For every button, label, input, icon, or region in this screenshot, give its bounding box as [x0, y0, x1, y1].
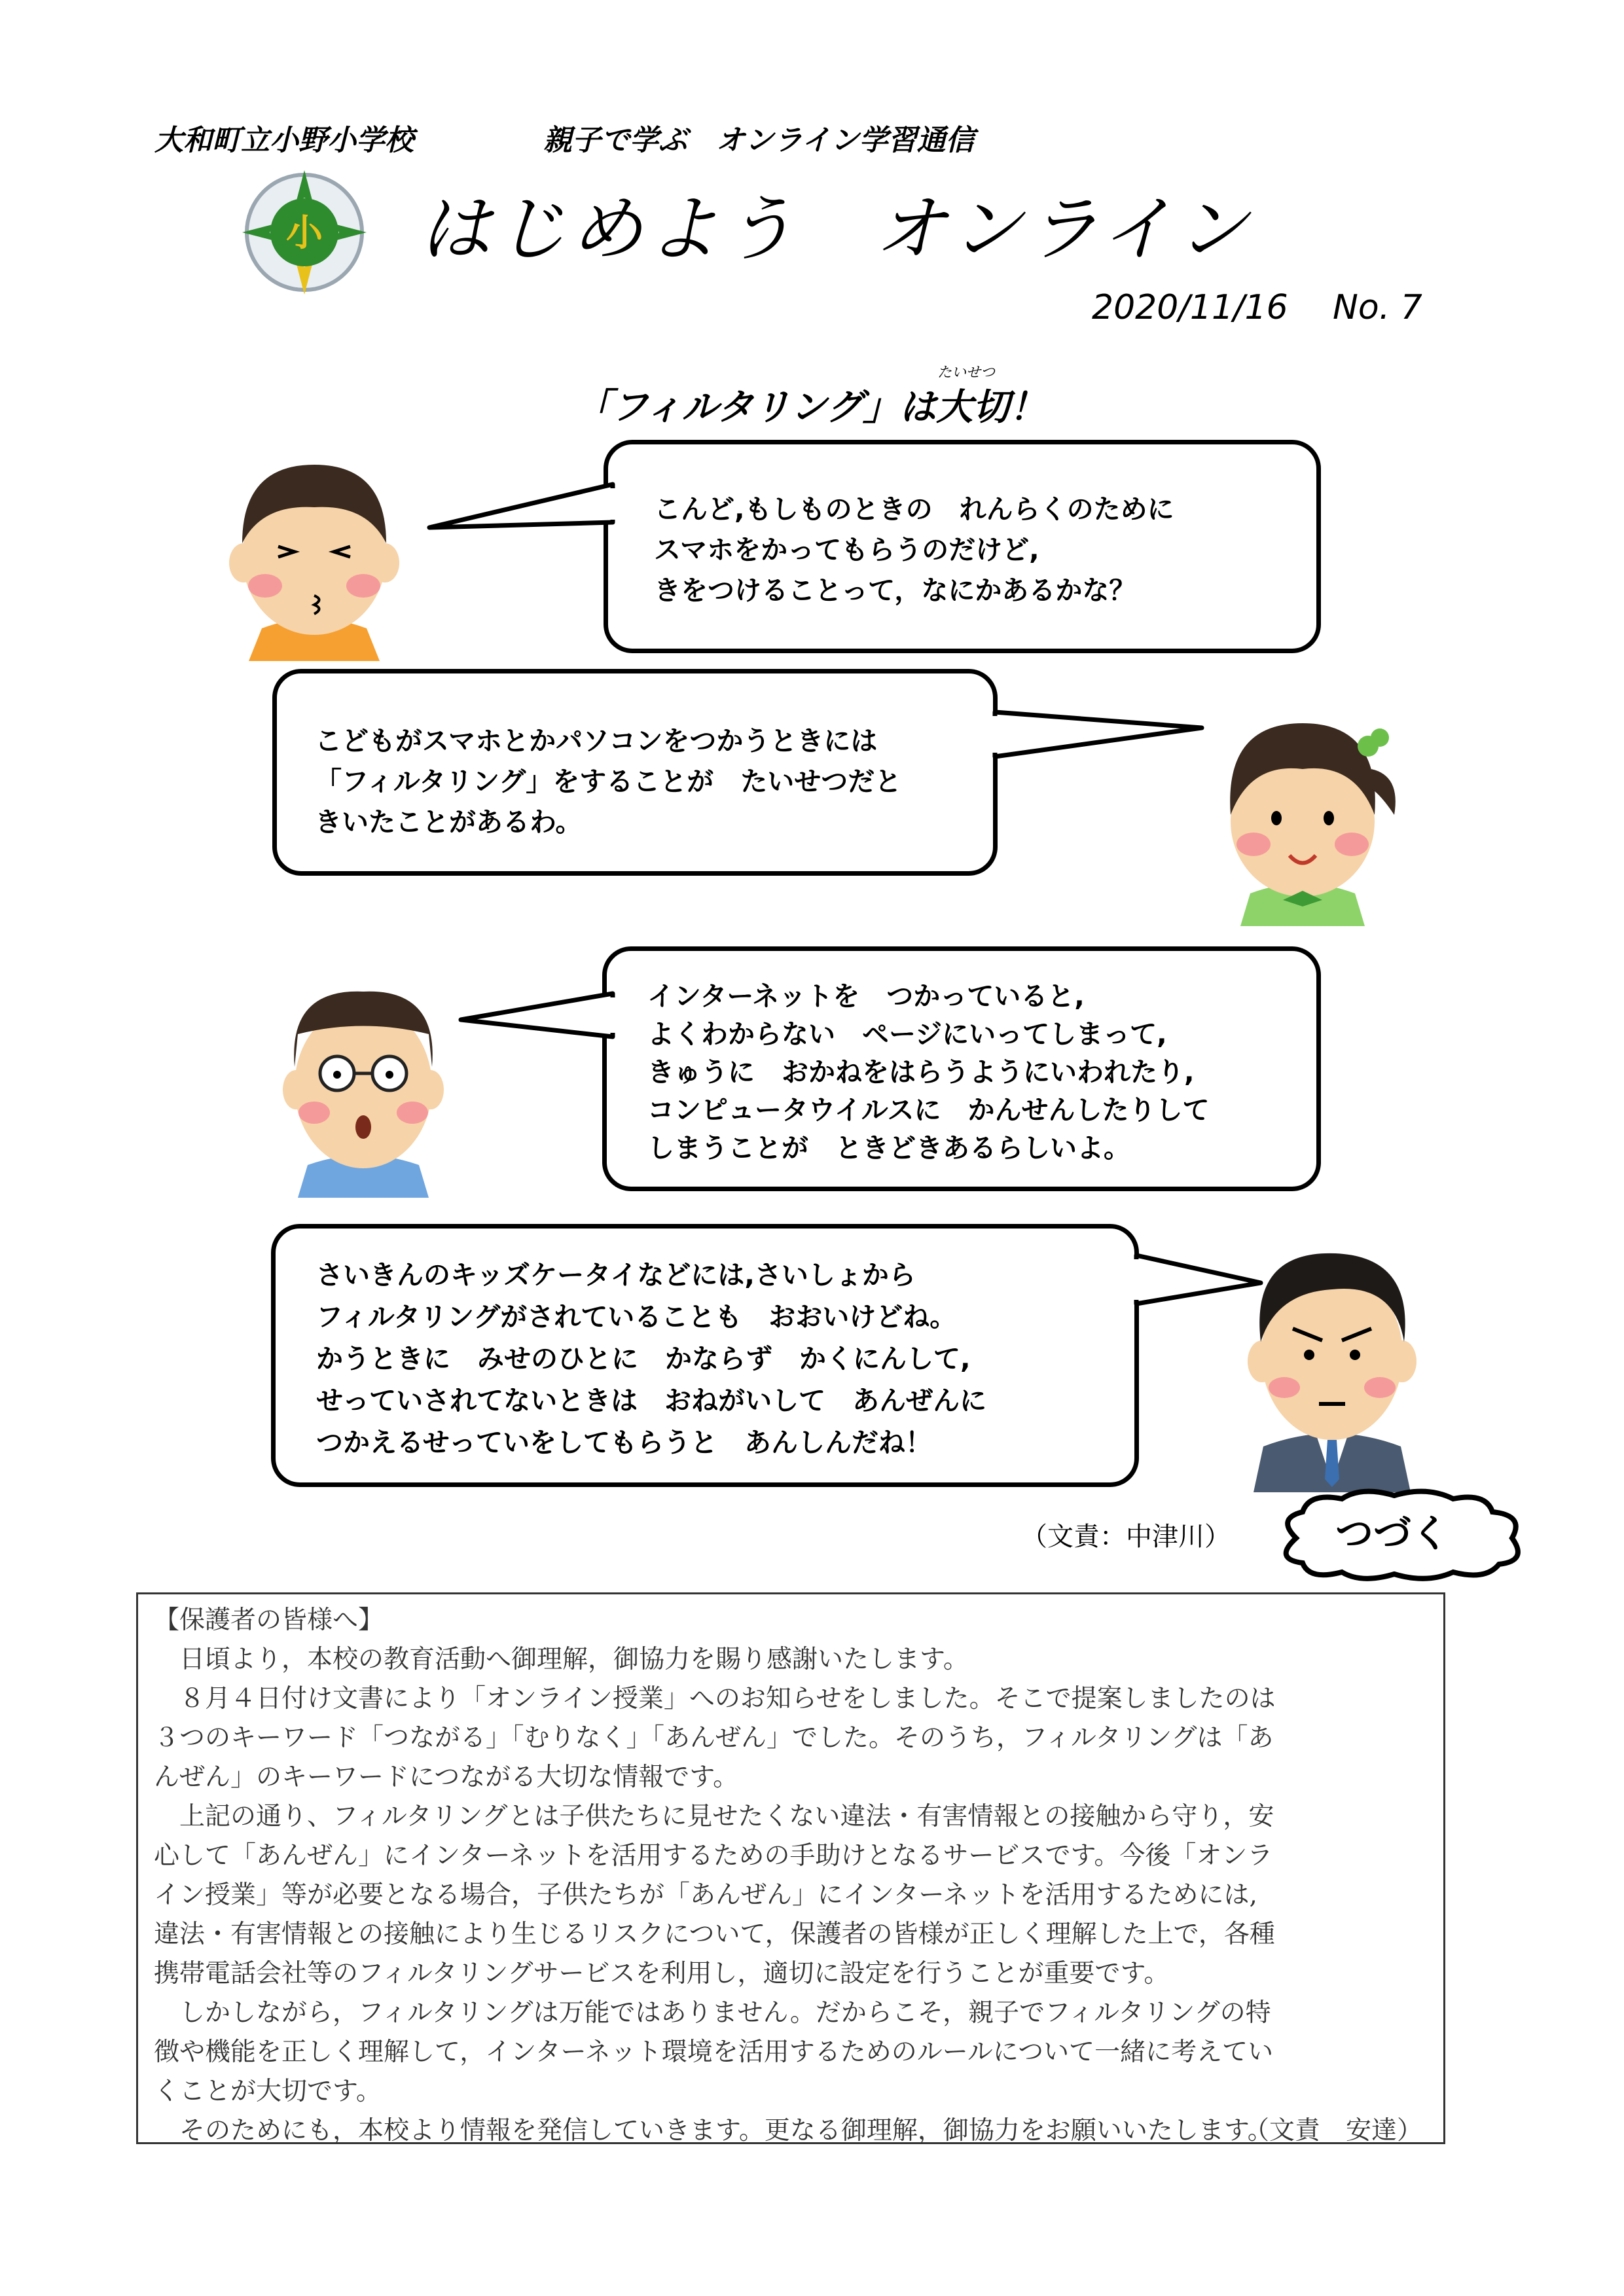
bubble-3-tail: [452, 982, 615, 1054]
series-name: 親子で学ぶ オンライン学習通信: [543, 124, 975, 157]
boy-glasses-avatar: [268, 956, 458, 1198]
notice-line: そのためにも，本校より情報を発信していきます。更なる御理解，御協力をお願いいたします。: [154, 2116, 1273, 2145]
notice-line: 上記の通り、フィルタリングとは子供たちに見せたくない違法・有害情報との接触から守り，安: [154, 1802, 1274, 1831]
school-emblem-icon: [236, 164, 373, 301]
bubble-4-line-3: かうときに みせのひとに かならず かくにんして,: [316, 1343, 971, 1374]
article-credit: （文責：中津川）: [1021, 1522, 1231, 1552]
bubble-3-line-5: しまうことが ときどきあるらしいよ。: [647, 1132, 1130, 1164]
bubble-4-line-1: さいきんのキッズケータイなどには,さいしょから: [316, 1259, 916, 1291]
speech-bubble-1: [604, 440, 1321, 653]
notice-line: 心して「あんぜん」にインターネットを活用するための手助けとなるサービスです。今後「オンラ: [154, 1841, 1273, 1871]
parents-notice-box: [136, 1592, 1445, 2144]
notice-line: イン授業」等が必要となる場合，子供たちが「あんぜん」にインターネットを活用するためには,: [154, 1880, 1257, 1910]
bubble-3-line-1: インターネットを つかっていると,: [647, 980, 1085, 1012]
bubble-1-line-2: スマホをかってもらうのだけど,: [654, 534, 1039, 565]
notice-line: ８月４日付け文書により「オンライン授業」へのお知らせをしました。そこで提案しましたのは: [154, 1684, 1276, 1713]
issue-date: 2020/11/16: [1092, 288, 1288, 327]
bubble-2-line-2: 「フィルタリング」をすることが たいせつだと: [315, 766, 902, 797]
notice-line: しかしながら，フィルタリングは万能ではありません。だからこそ，親子でフィルタリングの特: [154, 1998, 1271, 2028]
girl-green-shirt-avatar: [1204, 684, 1401, 926]
bubble-3-line-3: きゅうに おかねをはらうようにいわれたり,: [647, 1056, 1195, 1088]
notice-heading: 【保護者の皆様へ】: [154, 1605, 384, 1635]
notice-line: んぜん」のキーワードにつながる大切な情報です。: [154, 1763, 739, 1792]
bubble-4-line-2: フィルタリングがされていることも おおいけどね。: [316, 1301, 957, 1333]
notice-line: 違法・有害情報との接触により生じるリスクについて，保護者の皆様が正しく理解した上で，各種: [154, 1920, 1275, 1949]
topic-ruby: たいせつ: [937, 365, 996, 381]
newsletter-title: はじめよう オンライン: [419, 187, 1252, 271]
topic-heading: 「フィルタリング」は大切！: [575, 386, 1047, 429]
speech-bubble-4: [271, 1224, 1139, 1487]
bubble-3-line-4: コンピュータウイルスに かんせんしたりして: [647, 1094, 1210, 1126]
boy-orange-shirt-avatar: [216, 432, 412, 661]
notice-signature: （文責 安達）: [1244, 2116, 1423, 2145]
continued-label: つづく: [1335, 1511, 1450, 1556]
bubble-2-tail: [988, 700, 1211, 779]
bubble-3-line-2: よくわからない ページにいってしまって,: [647, 1018, 1167, 1050]
bubble-4-line-5: つかえるせっていをしてもらうと あんしんだね！: [316, 1427, 932, 1458]
bubble-2-line-1: こどもがスマホとかパソコンをつかうときには: [315, 725, 878, 757]
bubble-1-line-3: きをつけることって，なにかあるかな？: [654, 575, 1136, 606]
speech-bubble-3: [602, 946, 1321, 1191]
bubble-1-tail: [419, 471, 615, 550]
notice-line: くことが大切です。: [154, 2077, 382, 2106]
bubble-2-line-3: きいたことがあるわ。: [315, 806, 583, 838]
notice-line: 携帯電話会社等のフィルタリングサービスを利用し，適切に設定を行うことが重要です。: [154, 1959, 1170, 1988]
bubble-1-line-1: こんど,もしものときの れんらくのために: [654, 493, 1174, 525]
notice-line: ３つのキーワード「つながる」「むりなく」「あんぜん」でした。そのうち，フィルタリングは「あ: [154, 1723, 1274, 1753]
man-suit-avatar: [1237, 1224, 1427, 1492]
notice-line: 徴や機能を正しく理解して，インターネット環境を活用するためのルールについて一緒に考えてい: [154, 2037, 1274, 2067]
school-name: 大和町立小野小学校: [154, 124, 414, 157]
svg-text:小: 小: [286, 212, 323, 255]
speech-bubble-2: [272, 669, 998, 876]
bubble-4-line-4: せっていされてないときは おねがいして あんぜんに: [316, 1385, 987, 1416]
issue-number: No. 7: [1333, 288, 1422, 327]
notice-line: 日頃より，本校の教育活動へ御理解，御協力を賜り感謝いたします。: [154, 1645, 969, 1674]
